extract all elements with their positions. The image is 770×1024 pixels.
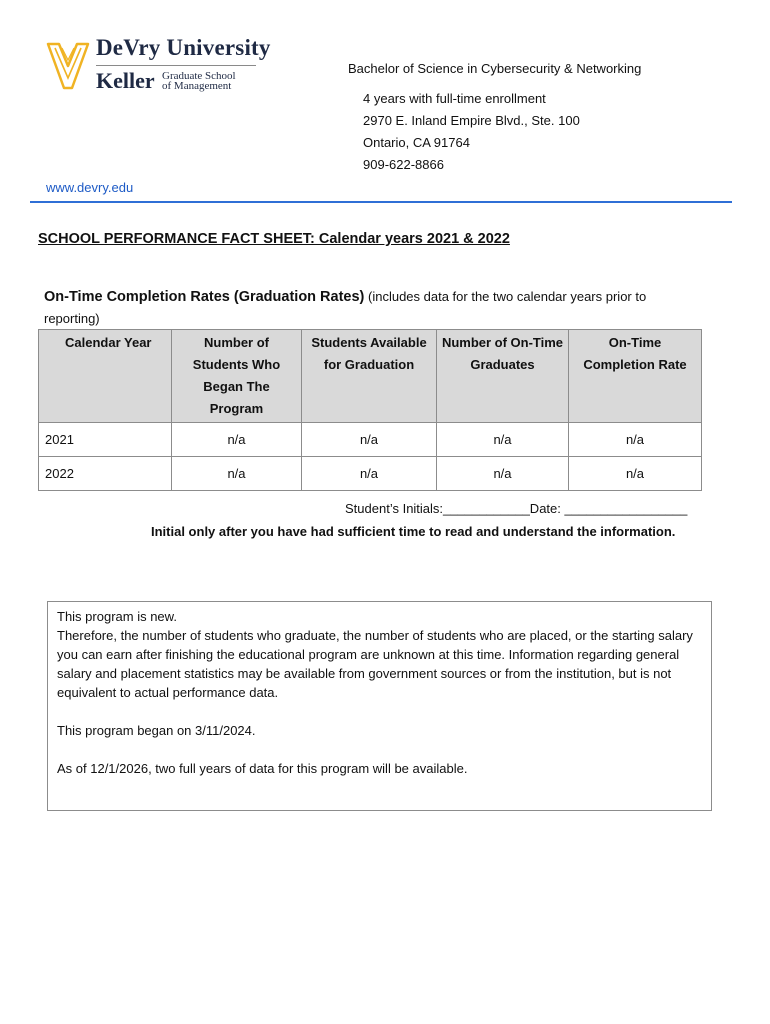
- column-header: Number of On-Time Graduates: [437, 330, 569, 423]
- notice-new-program: This program is new.: [57, 609, 177, 624]
- column-header: Number of Students Who Began The Program: [172, 330, 302, 423]
- program-duration: 4 years with full-time enrollment: [363, 91, 546, 106]
- column-header: Students Available for Graduation: [302, 330, 437, 423]
- program-notice-box: [47, 601, 712, 811]
- page-title: SCHOOL PERFORMANCE FACT SHEET: Calendar years 2021 & 2022: [38, 231, 510, 247]
- program-info: [363, 88, 580, 176]
- website-link[interactable]: www.devry.edu: [46, 180, 134, 195]
- table-cell: n/a: [302, 457, 437, 491]
- graduate-school-name: Graduate School of Management: [162, 70, 236, 92]
- notice-spacer: [57, 740, 702, 759]
- university-name: DeVry University: [96, 35, 271, 60]
- section-note: (includes data for the two calendar years prior to reporting): [44, 289, 647, 326]
- initials-note: Initial only after you have had sufficient time to read and understand the information.: [151, 524, 676, 539]
- program-title: Bachelor of Science in Cybersecurity & Networking: [348, 61, 642, 76]
- header-divider: [30, 201, 732, 203]
- notice-spacer: [57, 702, 702, 721]
- section-title: On-Time Completion Rates (Graduation Rates): [44, 289, 365, 305]
- table-cell: n/a: [172, 423, 302, 457]
- table-cell: n/a: [569, 423, 702, 457]
- notice-future-data: As of 12/1/2026, two full years of data for this program will be available.: [57, 761, 468, 776]
- address-line-1: 2970 E. Inland Empire Blvd., Ste. 100: [363, 113, 580, 128]
- table-cell: 2022: [39, 457, 172, 491]
- table-cell: n/a: [437, 457, 569, 491]
- table-row: [39, 457, 702, 491]
- section-heading: [44, 286, 704, 330]
- table-cell: n/a: [302, 423, 437, 457]
- notice-start-date: This program began on 3/11/2024.: [57, 723, 256, 738]
- keller-name: Keller: [96, 68, 155, 93]
- address-line-2: Ontario, CA 91764: [363, 135, 470, 150]
- table-cell: n/a: [172, 457, 302, 491]
- column-header: On-Time Completion Rate: [569, 330, 702, 423]
- devry-shield-icon: [46, 40, 90, 92]
- completion-rates-table: [38, 329, 702, 491]
- column-header: Calendar Year: [39, 330, 172, 423]
- logo-divider: [96, 65, 256, 66]
- table-row: [39, 423, 702, 457]
- devry-keller-logo: [46, 35, 276, 98]
- phone-number: 909-622-8866: [363, 157, 444, 172]
- initials-date-line[interactable]: Student’s Initials:____________Date: _________________: [345, 501, 688, 516]
- notice-explanation: Therefore, the number of students who graduate, the number of students who are placed, or the starting salary you can earn after finishing the educational program are unknown at this time. Information regarding general salary and placement statistics may be available from government sources or from the institution, but is not equivalent to actual performance data.: [57, 628, 693, 700]
- table-header-row: [39, 330, 702, 423]
- table-cell: n/a: [569, 457, 702, 491]
- table-cell: 2021: [39, 423, 172, 457]
- table-cell: n/a: [437, 423, 569, 457]
